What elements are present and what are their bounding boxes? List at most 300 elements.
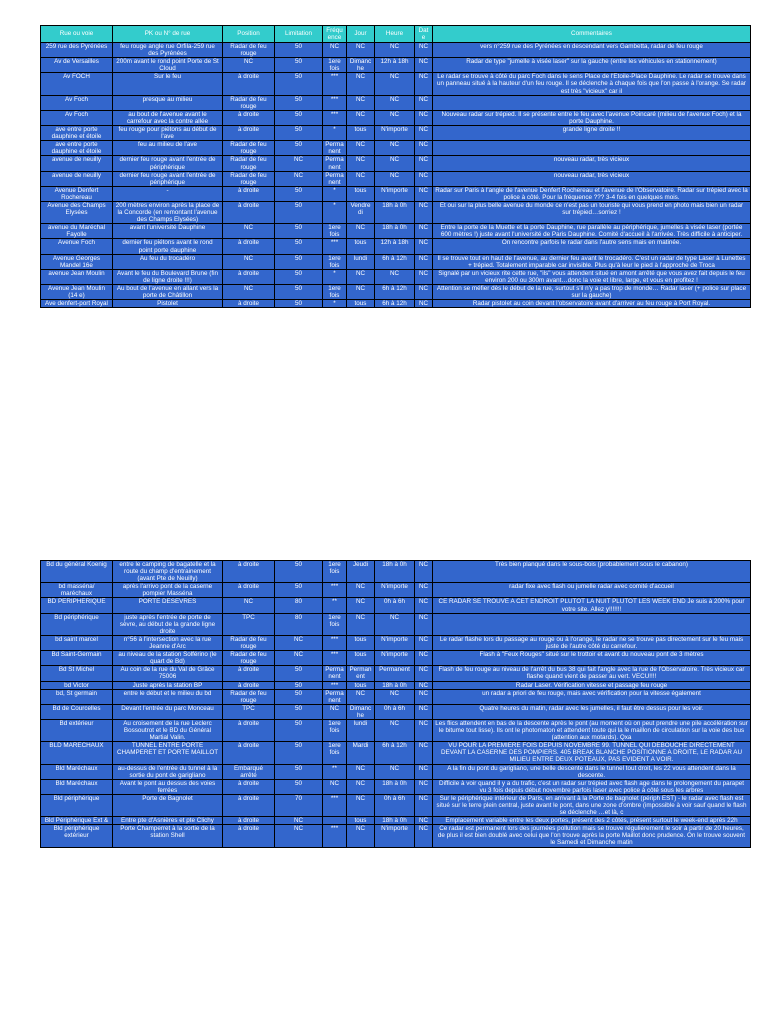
cell-location: Avant le feu du Boulevard Brune (fin de ligne droite !!!) — [113, 269, 223, 284]
cell-position: à droite — [223, 719, 275, 741]
cell-date: NC — [415, 598, 433, 613]
cell-position: Radar de feu rouge — [223, 171, 275, 186]
cell-limit: 50 — [275, 224, 323, 239]
cell-location: Juste après la station BP — [113, 681, 223, 689]
table-row — [41, 598, 751, 613]
cell-location: feu rouge pour piétons au début de l'ave — [113, 126, 223, 141]
cell-day: Dimanche — [347, 58, 375, 73]
cell-frequency: *** — [323, 825, 347, 847]
cell-frequency: NC — [323, 43, 347, 58]
table-row — [41, 43, 751, 58]
cell-limit: NC — [275, 651, 323, 666]
cell-position: TPC — [223, 704, 275, 719]
cell-location: n°56 à l'intersection avec la rue Jeanne d'Arc — [113, 635, 223, 650]
table-row — [41, 95, 751, 110]
cell-comment: Signalé par un vicieux rite cette rue, "ils" vous attendent situé en amont arrêté que vous avez fait depuis le feu environ 200 ou 300m avant…donc la voie et libre, large, et vous en profitez ! — [433, 269, 751, 284]
cell-date: NC — [415, 110, 433, 125]
cell-frequency: * — [323, 269, 347, 284]
cell-day: NC — [347, 156, 375, 171]
cell-street: Bd de Courcelles — [41, 704, 113, 719]
header-date: Date — [415, 26, 433, 43]
cell-position: à droite — [223, 583, 275, 598]
cell-comment: Entre la porte de la Muette et la porte Dauphine, rue parallèle au périphérique, jumelles à visée laser (portée 600 mètres !) juste avant l'université de Paris Dauphine. Comité d'accueil à l'arrivée. Très difficile à anticiper. — [433, 224, 751, 239]
cell-hour: NC — [375, 613, 415, 635]
cell-limit: 50 — [275, 269, 323, 284]
cell-location: Avant le pont au dessus des voies ferrées — [113, 779, 223, 794]
cell-hour: 6h à 12h — [375, 742, 415, 764]
cell-position: à droite — [223, 110, 275, 125]
cell-street: Av FOCH — [41, 73, 113, 95]
cell-date: NC — [415, 156, 433, 171]
cell-location: Entre pte d'Asnières et pte Clichy — [113, 817, 223, 825]
cell-street: Bd périphérique — [41, 613, 113, 635]
cell-day: NC — [347, 171, 375, 186]
cell-limit: 50 — [275, 95, 323, 110]
cell-street: Avenue des Champs Elysées — [41, 201, 113, 223]
cell-date: NC — [415, 817, 433, 825]
cell-comment: radar fixe avec flash ou jumelle radar avec comité d'accueil — [433, 583, 751, 598]
cell-street: Ave denfert-port Royal — [41, 300, 113, 308]
cell-location: Au bout de l'avenue en allant vers la porte de Châtillon — [113, 285, 223, 300]
cell-hour: NC — [375, 141, 415, 156]
cell-hour: 0h à 6h — [375, 704, 415, 719]
cell-position: Radar de feu rouge — [223, 635, 275, 650]
cell-date: NC — [415, 794, 433, 816]
cell-frequency: *** — [323, 73, 347, 95]
cell-position: à droite — [223, 186, 275, 201]
cell-limit: 50 — [275, 689, 323, 704]
cell-hour: NC — [375, 689, 415, 704]
cell-hour: N'importe — [375, 126, 415, 141]
cell-day: tous — [347, 817, 375, 825]
table-row — [41, 239, 751, 254]
cell-limit: 50 — [275, 110, 323, 125]
cell-street: avenue de neuilly — [41, 156, 113, 171]
cell-location: 200 mètres environ après la place de la Concorde (en remontant l'avenue des Champs Elysées) — [113, 201, 223, 223]
cell-hour: 12h à 18h — [375, 239, 415, 254]
cell-street: avenue Jean Moulin — [41, 269, 113, 284]
cell-comment: Quatre heures du matin, radar avec les jumelles, il faut être dessus pour les voir. — [433, 704, 751, 719]
cell-day: NC — [347, 825, 375, 847]
cell-day: NC — [347, 598, 375, 613]
header-limit: Limitation — [275, 26, 323, 43]
cell-hour: 12h à 18h — [375, 58, 415, 73]
table-row — [41, 300, 751, 308]
cell-street: Bld périphérique — [41, 794, 113, 816]
table-row — [41, 171, 751, 186]
cell-frequency: *** — [323, 681, 347, 689]
cell-street: avenue de neuilly — [41, 171, 113, 186]
header-street: Rue ou voie — [41, 26, 113, 43]
table-row — [41, 186, 751, 201]
cell-comment: Difficile à voir quand il y a du trafic, c'est un radar sur trépied avec flash age dans le prolongement du parapet vu 3 fois depuis début novembre parfois laser avec police à côté sous les arbres — [433, 779, 751, 794]
cell-comment: Le radar flashe lors du passage au rouge ou à l'orange, le radar ne se trouve pas directement sur le feu mais juste de l'autre côté du carrefour. — [433, 635, 751, 650]
cell-day: tous — [347, 239, 375, 254]
cell-hour: NC — [375, 110, 415, 125]
cell-frequency: Permanent — [323, 141, 347, 156]
cell-day: NC — [347, 583, 375, 598]
cell-date: NC — [415, 141, 433, 156]
cell-limit: NC — [275, 635, 323, 650]
cell-day: tous — [347, 126, 375, 141]
cell-position: à droite — [223, 779, 275, 794]
cell-frequency — [323, 817, 347, 825]
cell-day: NC — [347, 73, 375, 95]
cell-position: Radar de feu rouge — [223, 689, 275, 704]
cell-location: Porte de Bagnolet — [113, 794, 223, 816]
cell-comment: Radar de type "jumelle à visée laser" sur la gauche (entre les véhicules en stationnement) — [433, 58, 751, 73]
cell-location: feu rouge angle rue Orfila-259 rue des Pyrénées — [113, 43, 223, 58]
cell-position: à droite — [223, 239, 275, 254]
cell-date: NC — [415, 224, 433, 239]
cell-frequency: NC — [323, 704, 347, 719]
cell-date: NC — [415, 719, 433, 741]
cell-hour: 6h à 12h — [375, 300, 415, 308]
cell-street: Avenue Denfert Rochereau — [41, 186, 113, 201]
cell-frequency: 1ere fois — [323, 561, 347, 583]
cell-frequency: *** — [323, 651, 347, 666]
cell-comment: grande ligne droite !! — [433, 126, 751, 141]
cell-day: NC — [347, 613, 375, 635]
cell-date: NC — [415, 285, 433, 300]
cell-day: Permanent — [347, 666, 375, 681]
cell-day: NC — [347, 764, 375, 779]
cell-comment: Flash à "Feux Rouges" situé sur le trottoir et avant du nouveau pont de 3 mètres — [433, 651, 751, 666]
cell-date: NC — [415, 201, 433, 223]
cell-street: Bd St Michel — [41, 666, 113, 681]
cell-limit: 50 — [275, 126, 323, 141]
cell-frequency: * — [323, 126, 347, 141]
cell-limit: NC — [275, 825, 323, 847]
cell-day: Mardi — [347, 742, 375, 764]
cell-hour: 0h à 6h — [375, 598, 415, 613]
cell-location: dernier feu rouge avant l'entrée de périphérique — [113, 171, 223, 186]
cell-position: Radar de feu rouge — [223, 156, 275, 171]
cell-day: Dimanche — [347, 704, 375, 719]
cell-date: NC — [415, 779, 433, 794]
cell-position: à droite — [223, 742, 275, 764]
header-hour: Heure — [375, 26, 415, 43]
cell-hour: NC — [375, 171, 415, 186]
cell-limit: 50 — [275, 73, 323, 95]
cell-comment — [433, 141, 751, 156]
cell-hour: NC — [375, 156, 415, 171]
cell-hour: 18h à 0h — [375, 224, 415, 239]
cell-limit: NC — [275, 171, 323, 186]
cell-location: TUNNEL ENTRE PORTE CHAMPERET ET PORTE MAILLOT — [113, 742, 223, 764]
cell-location: Au croisement de la rue Leclerc Bossoutrot et le BD du Général Martial Valin. — [113, 719, 223, 741]
cell-position: Radar de feu rouge — [223, 651, 275, 666]
table-row — [41, 58, 751, 73]
cell-date: NC — [415, 58, 433, 73]
cell-comment: Emplacement variable entre les deux portes, présent des 2 côtés, présent surtout le week-end après 22h — [433, 817, 751, 825]
cell-street: ave entre porte dauphine et étoile — [41, 141, 113, 156]
table-row — [41, 666, 751, 681]
cell-frequency: 1ere fois — [323, 224, 347, 239]
cell-hour: NC — [375, 43, 415, 58]
radar-table-bottom — [40, 560, 751, 848]
cell-position: Radar de feu rouge — [223, 95, 275, 110]
cell-limit: 50 — [275, 779, 323, 794]
cell-comment: un radar a priori de feu rouge, mais avec vérification pour la vitesse également — [433, 689, 751, 704]
cell-comment — [433, 613, 751, 635]
cell-hour: 6h à 12h — [375, 285, 415, 300]
cell-limit: 50 — [275, 742, 323, 764]
cell-day: NC — [347, 285, 375, 300]
cell-position: à droite — [223, 825, 275, 847]
cell-limit: 50 — [275, 704, 323, 719]
cell-frequency: ** — [323, 764, 347, 779]
cell-day: Vendredi — [347, 201, 375, 223]
cell-day: tous — [347, 300, 375, 308]
cell-street: BD PERIPHERIQUE — [41, 598, 113, 613]
cell-comment: Le radar se trouve à côté du parc Foch dans le sens Place de l'Etoile-Place Dauphine. Le radar se trouve dans un panneau situé à la hauteur d'un feu rouge. Il se déclenche à chaque fois que l'on passe à l'orange. Se radar est très "vicieux" car il — [433, 73, 751, 95]
cell-date: NC — [415, 95, 433, 110]
cell-frequency: *** — [323, 239, 347, 254]
table-row — [41, 224, 751, 239]
cell-street: Bld Périphérique Ext & — [41, 817, 113, 825]
cell-street: Av Foch — [41, 110, 113, 125]
cell-location: au niveau de la station Solférino (le quart de Bd) — [113, 651, 223, 666]
cell-position: TPC — [223, 613, 275, 635]
cell-hour: 18h à 0h — [375, 561, 415, 583]
cell-day: NC — [347, 141, 375, 156]
cell-frequency: *** — [323, 794, 347, 816]
cell-day: Jeudi — [347, 561, 375, 583]
table-row — [41, 825, 751, 847]
cell-hour: NC — [375, 719, 415, 741]
header-position: Position — [223, 26, 275, 43]
cell-position: à droite — [223, 300, 275, 308]
cell-street: avenue du Maréchal Fayolle — [41, 224, 113, 239]
cell-location: 200m avant le rond point Porte de St Cloud — [113, 58, 223, 73]
cell-comment: CE RADAR SE TROUVE A CET ENDROIT PLUTOT LA NUIT PLUTOT LES WEEK END Je suis à 200% pour votre site. Allez y!!!!!!! — [433, 598, 751, 613]
table-row — [41, 141, 751, 156]
table-row — [41, 110, 751, 125]
cell-frequency: Permanent — [323, 171, 347, 186]
cell-street: Av de Versailles — [41, 58, 113, 73]
cell-date: NC — [415, 239, 433, 254]
cell-hour: N'importe — [375, 583, 415, 598]
table-row — [41, 719, 751, 741]
cell-day: tous — [347, 651, 375, 666]
cell-date: NC — [415, 704, 433, 719]
cell-date: NC — [415, 651, 433, 666]
cell-comment: nouveau radar, très vicieux — [433, 156, 751, 171]
cell-comment: Attention se méfier dès le début de la rue, surtout s'il n'y a pas trop de monde… Radar laser (+ police sur place sur la gauche) — [433, 285, 751, 300]
header-frequency: Fréquence — [323, 26, 347, 43]
cell-frequency: *** — [323, 95, 347, 110]
cell-frequency: Permanent — [323, 156, 347, 171]
cell-location: - — [113, 186, 223, 201]
cell-hour: NC — [375, 764, 415, 779]
cell-position: à droite — [223, 794, 275, 816]
cell-limit: 50 — [275, 666, 323, 681]
cell-location: Au coin de la rue du Val de Grâce 75006 — [113, 666, 223, 681]
cell-street: bd, St germain — [41, 689, 113, 704]
cell-day: NC — [347, 43, 375, 58]
cell-date: NC — [415, 583, 433, 598]
cell-street: 259 rue des Pyrénées — [41, 43, 113, 58]
cell-frequency: *** — [323, 635, 347, 650]
cell-hour: NC — [375, 95, 415, 110]
cell-date: NC — [415, 254, 433, 269]
cell-hour: 18h à 0h — [375, 779, 415, 794]
cell-street: Bd du général Koenig — [41, 561, 113, 583]
cell-location: Devant l'entrée du parc Monceau — [113, 704, 223, 719]
cell-street: Avenue Jean Moulin (14 e) — [41, 285, 113, 300]
cell-position: NC — [223, 58, 275, 73]
cell-location: dernier feu rouge avant l'entrée de périphérique — [113, 156, 223, 171]
cell-day: NC — [347, 224, 375, 239]
cell-day: NC — [347, 689, 375, 704]
cell-limit: NC — [275, 817, 323, 825]
cell-position: NC — [223, 285, 275, 300]
cell-limit: 50 — [275, 285, 323, 300]
cell-hour: N'importe — [375, 651, 415, 666]
cell-hour: 18h à 0h — [375, 201, 415, 223]
cell-street: Avenue Foch — [41, 239, 113, 254]
cell-comment: Très bien planqué dans le sous-bois (probablement sous le cabanon) — [433, 561, 751, 583]
cell-comment: A la fin du pont du garigliano, une belle descente dans le tunnel tout droit, les 22 vous attendent dans la descente. — [433, 764, 751, 779]
cell-day: lundi — [347, 719, 375, 741]
table-row — [41, 156, 751, 171]
cell-hour: 18h à 0h — [375, 681, 415, 689]
cell-date: NC — [415, 126, 433, 141]
cell-limit: 50 — [275, 254, 323, 269]
cell-position: NC — [223, 224, 275, 239]
cell-comment: On rencontre parfois le radar dans l'autre sens mais en matinée. — [433, 239, 751, 254]
radar-table-top — [40, 25, 751, 308]
cell-street: Avenue Georges Mandel 16e — [41, 254, 113, 269]
cell-limit: 50 — [275, 58, 323, 73]
table-row — [41, 635, 751, 650]
table-row — [41, 681, 751, 689]
cell-day: NC — [347, 779, 375, 794]
cell-frequency: * — [323, 201, 347, 223]
cell-date: NC — [415, 73, 433, 95]
table-row — [41, 201, 751, 223]
cell-location: PORTE DESEVRES — [113, 598, 223, 613]
cell-date: NC — [415, 681, 433, 689]
cell-location: presque au milieu — [113, 95, 223, 110]
cell-street: BLD MARECHAUX — [41, 742, 113, 764]
cell-hour: 0h à 6h — [375, 794, 415, 816]
cell-limit: 80 — [275, 613, 323, 635]
cell-hour: 6h à 12h — [375, 254, 415, 269]
cell-frequency: *** — [323, 583, 347, 598]
cell-position: à droite — [223, 681, 275, 689]
table-row — [41, 817, 751, 825]
cell-location: juste après l'entrée de porte de sèvre, au début de la grande ligne droite — [113, 613, 223, 635]
cell-day: tous — [347, 635, 375, 650]
table-row — [41, 613, 751, 635]
cell-location: au bout de l'avenue avant le carrefour avec la contre allée — [113, 110, 223, 125]
cell-comment: VU POUR LA PREMIERE FOIS DEPUIS NOVEMBRE 99. TUNNEL QUI DEBOUCHE DIRECTEMENT DEVANT LA CASERNE DES POMPIERS. 405 BREAK BLANCHE POSITIONNE A DROITE, LE RADAR AU MILIEU ENTRE DEUX POTEAUX, PAS EVIDENT A VOIR. — [433, 742, 751, 764]
cell-comment: Nouveau radar sur trépied. Il se présente entre le feu avec l'avenue Poincaré (milieu de l'avenue Foch) et la porte Dauphine. — [433, 110, 751, 125]
cell-comment: Radar sur Paris à l'angle de l'avenue Denfert Rochereau et l'avenue de l'Observatoire. Radar sur trépied avec la police à côté. Pour la fréquence ??? 3-4 fois en quelques mois. — [433, 186, 751, 201]
cell-date: NC — [415, 269, 433, 284]
cell-hour: N'importe — [375, 186, 415, 201]
table-row — [41, 704, 751, 719]
cell-street: bd masséna/ maréchaux — [41, 583, 113, 598]
cell-limit: 50 — [275, 201, 323, 223]
cell-hour: Permanent — [375, 666, 415, 681]
cell-date: NC — [415, 742, 433, 764]
cell-frequency: ** — [323, 598, 347, 613]
cell-day: NC — [347, 269, 375, 284]
cell-comment: Radar Laser. Vérification vitesse et passage feu rouge — [433, 681, 751, 689]
cell-date: NC — [415, 825, 433, 847]
cell-frequency: 1ere fois — [323, 613, 347, 635]
cell-day: tous — [347, 681, 375, 689]
cell-location: Porte Champerret à la sortie de la station Shell — [113, 825, 223, 847]
cell-comment: Flash de feu rouge au niveau de l'arrêt du bus 38 qui fait l'angle avec la rue de l'Observatoire. Très vicieux car flashe quand vient de passer au vert. VECU!!!! — [433, 666, 751, 681]
cell-location: après l'arrivo pont de la caserne pompier Masséna — [113, 583, 223, 598]
cell-limit: 50 — [275, 681, 323, 689]
cell-limit: NC — [275, 156, 323, 171]
table-row — [41, 689, 751, 704]
table-body — [41, 561, 751, 848]
cell-comment — [433, 95, 751, 110]
table-row — [41, 269, 751, 284]
cell-street: Bd Saint-Germain — [41, 651, 113, 666]
cell-hour: N'importe — [375, 635, 415, 650]
cell-date: NC — [415, 764, 433, 779]
table-row — [41, 561, 751, 583]
cell-location: dernier feu piétons avant le rond point porte dauphine — [113, 239, 223, 254]
cell-date: NC — [415, 689, 433, 704]
cell-hour: NC — [375, 73, 415, 95]
cell-position: NC — [223, 254, 275, 269]
cell-day: NC — [347, 110, 375, 125]
header-row — [41, 26, 751, 43]
cell-location: au-dessus de l'entrée du tunnel à la sortie du pont de garigliano — [113, 764, 223, 779]
cell-street: ave entre porte dauphine et étoile — [41, 126, 113, 141]
cell-street: Bld Maréchaux — [41, 764, 113, 779]
cell-position: NC — [223, 598, 275, 613]
cell-location: Sur le feu — [113, 73, 223, 95]
cell-location: entre le début et le milieu du bd — [113, 689, 223, 704]
cell-street: Av Foch — [41, 95, 113, 110]
cell-position: à droite — [223, 201, 275, 223]
cell-frequency: 1ere fois — [323, 254, 347, 269]
cell-frequency: NC — [323, 779, 347, 794]
cell-position: Radar de feu rouge — [223, 141, 275, 156]
cell-position: Radar de feu rouge — [223, 43, 275, 58]
cell-frequency: * — [323, 186, 347, 201]
cell-location: feu au milieu de l'ave — [113, 141, 223, 156]
cell-limit: 50 — [275, 300, 323, 308]
cell-limit: 50 — [275, 583, 323, 598]
cell-date: NC — [415, 561, 433, 583]
cell-frequency: 1ere fois — [323, 285, 347, 300]
cell-limit: 70 — [275, 794, 323, 816]
table-row — [41, 583, 751, 598]
cell-position: à droite — [223, 269, 275, 284]
cell-street: bd Victor — [41, 681, 113, 689]
cell-street: Bld périphérique extérieur — [41, 825, 113, 847]
table-row — [41, 742, 751, 764]
cell-date: NC — [415, 43, 433, 58]
cell-limit: 50 — [275, 719, 323, 741]
cell-position: à droite — [223, 73, 275, 95]
cell-date: NC — [415, 635, 433, 650]
cell-location: Au feu du trocadéro — [113, 254, 223, 269]
cell-location: Pistolet — [113, 300, 223, 308]
cell-street: bd saint marcel — [41, 635, 113, 650]
cell-comment: Sur le périphérique intérieur de Paris, en arrivant à la Porte de bagnolet (périph EST) - le radar avec flash est situé sur le terre plein central, juste avant le pont, dans une zone d'ombre (impossible à voir sauf quand le flash se déclenche …et là, c — [433, 794, 751, 816]
